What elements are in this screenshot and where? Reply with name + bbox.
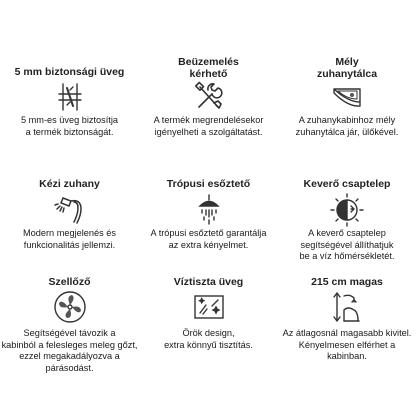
feature-safety-glass xyxy=(0,0,139,138)
feature-desc: Örök design, extra könnyű tisztítás. xyxy=(164,328,253,350)
shower-tray-icon xyxy=(330,80,364,114)
feature-ventilator xyxy=(0,256,139,416)
feature-desc: A keverő csaptelep segítségével állíthatjuk be a víz hőmérsékletét. xyxy=(299,228,395,261)
feature-title: Mély zuhanytálca xyxy=(316,56,378,80)
feature-desc: A termék megrendelésekor igényelheti a szolgáltatást. xyxy=(153,115,264,137)
feature-desc: 5 mm-es üveg biztosítja a termék biztonságát. xyxy=(20,115,119,137)
feature-title: Kézi zuhany xyxy=(39,178,100,190)
feature-installation xyxy=(139,0,278,138)
hand-shower-icon xyxy=(53,193,87,227)
feature-rain-shower xyxy=(139,138,278,256)
feature-title: Trópusi esőztető xyxy=(166,178,251,190)
feature-clear-glass xyxy=(139,256,278,416)
thermostat-mixer-icon xyxy=(330,193,364,227)
feature-title: 5 mm biztonsági üveg xyxy=(14,66,125,78)
safety-glass-icon xyxy=(53,80,87,114)
clear-glass-icon xyxy=(192,290,226,324)
rain-shower-icon xyxy=(192,193,226,227)
feature-thermostatic-mixer xyxy=(278,138,416,261)
feature-desc: A trópusi esőztető garantálja az extra kényelmet. xyxy=(150,228,267,250)
ventilator-icon xyxy=(53,290,87,324)
feature-title: Keverő csaptelep xyxy=(303,178,391,190)
feature-desc: A zuhanykabinhoz mély zuhanytálca jár, ülőkével. xyxy=(295,115,399,137)
feature-desc: Segítségével távozik a kabinból a felesleges meleg gőzt, ezzel megakadályozva a párásodást. xyxy=(1,328,138,373)
feature-title: Víztiszta üveg xyxy=(173,276,244,288)
feature-desc: Az átlagosnál magasabb kivitel. Kényelmesen elférhet a kabinban. xyxy=(282,328,412,361)
feature-title: Beüzemelés kérhető xyxy=(178,56,239,80)
feature-desc: Modern megjelenés és funkcionalitás jellemzi. xyxy=(23,228,116,250)
height-icon xyxy=(330,290,364,324)
feature-title: Szellőző xyxy=(48,276,91,288)
feature-title: 215 cm magas xyxy=(311,276,383,288)
feature-height xyxy=(278,256,416,416)
tools-icon xyxy=(192,80,226,114)
feature-shower-tray xyxy=(278,0,416,138)
feature-hand-shower xyxy=(0,138,139,256)
